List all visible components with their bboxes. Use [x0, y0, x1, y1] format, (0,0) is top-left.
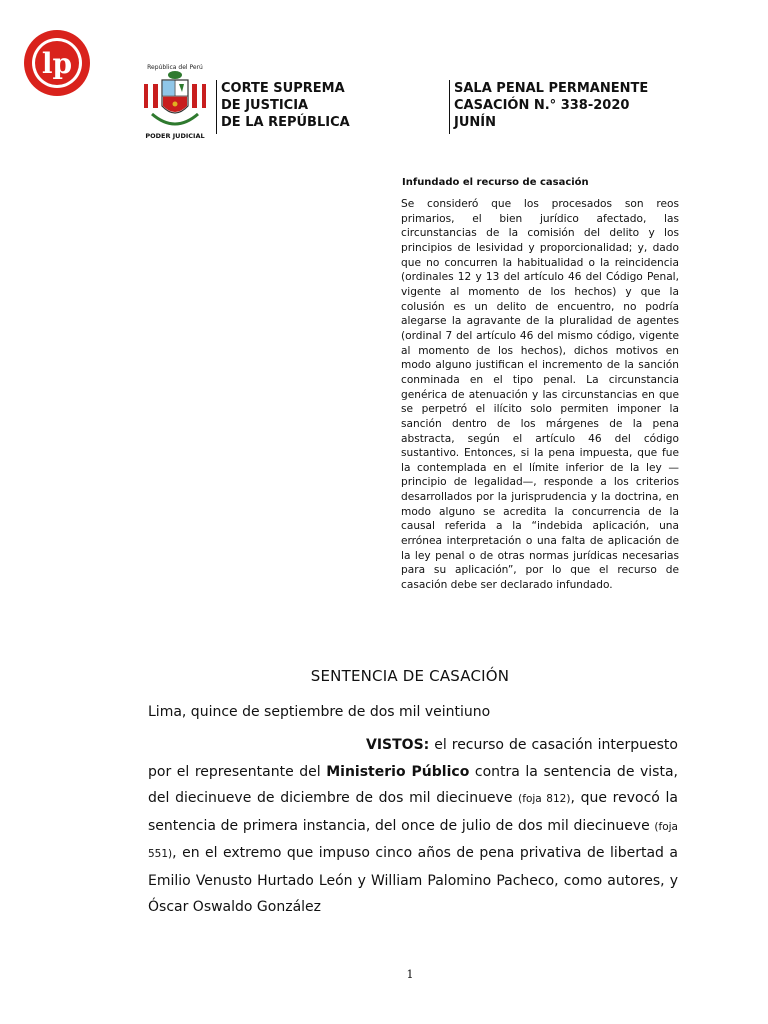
date-line: Lima, quince de septiembre de dos mil veintiuno [148, 704, 491, 720]
body-text-3: , que revocó la sentencia de primera instancia, del once de julio de dos mil diecinueve [148, 790, 679, 834]
body-text-4: , en el extremo que impuso cinco años de pena privativa de libertad a Emilio Venusto Hurtado León y William Palomino Pacheco, como autores, y Óscar Oswaldo González [148, 845, 678, 915]
foja-reference-2: (foja 551) [148, 820, 678, 860]
court-header-line-2: DE JUSTICIA [221, 98, 309, 113]
ministerio-publico: Ministerio Público [326, 763, 470, 780]
case-header [449, 80, 648, 134]
foja-reference-1: (foja 812) [518, 793, 571, 805]
vistos-label: VISTOS: [366, 737, 430, 753]
page-number: 1 [406, 968, 414, 981]
court-header [216, 80, 350, 134]
lp-logo-text: lp [41, 47, 73, 80]
body-paragraph [148, 732, 678, 921]
court-header-line-1: CORTE SUPREMA [221, 81, 345, 96]
court-header-line-3: DE LA REPÚBLICA [221, 115, 350, 130]
seal-caption-bottom: PODER JUDICIAL [145, 132, 205, 140]
body-text-2: contra la sentencia de vista, del diecinueve de diciembre de dos mil diecinueve [148, 763, 678, 806]
body-text-1: el recurso de casación interpuesto por el representante del [148, 737, 678, 780]
summary-title: Infundado el recurso de casación [402, 177, 589, 188]
case-header-line-3: JUNÍN [454, 115, 496, 130]
summary-text: Se consideró que los procesados son reos primarios, el bien jurídico afectado, las circunstancias de la comisión del delito y los principios de lesividad y proporcionalidad; y, dado que no concurren la habitualidad o la reincidencia (ordinales 12 y 13 del artículo 46 del Código Penal, vigente al momento de los hechos) y que la colusión es un delito de encuentro, no podría alegarse la agravante de la pluralidad de agentes (ordinal 7 del artículo 46 del mismo código, vigente al momento de los hechos), dichos motivos en modo alguno justifican el incremento de la sanción conminada en el tipo penal. La circunstancia genérica de atenuación y las circunstancias en que se perpetró el ilícito solo permiten imponer la sanción dentro de los márgenes de la pena abstracta, según el artículo 46 del código sustantivo. Entonces, si la pena impuesta, que fue la contemplada en el límite inferior de la ley —principio de legalidad—, responde a los criterios desarrollados por la jurisprudencia y la doctrina, en modo alguno se acredita la concurrencia de la causal referida a la “indebida aplicación, una errónea interpretación o una falta de aplicación de la ley penal o de otras normas jurídicas necesarias para su aplicación”, por lo que el recurso de casación debe ser declarado infundado. [401, 198, 679, 592]
seal-caption-top: República del Perú [147, 64, 203, 71]
case-header-line-2: CASACIÓN N.° 338-2020 [454, 98, 630, 113]
document-title: SENTENCIA DE CASACIÓN [310, 667, 510, 685]
case-header-line-1: SALA PENAL PERMANENTE [454, 81, 649, 96]
lp-logo [22, 28, 92, 98]
